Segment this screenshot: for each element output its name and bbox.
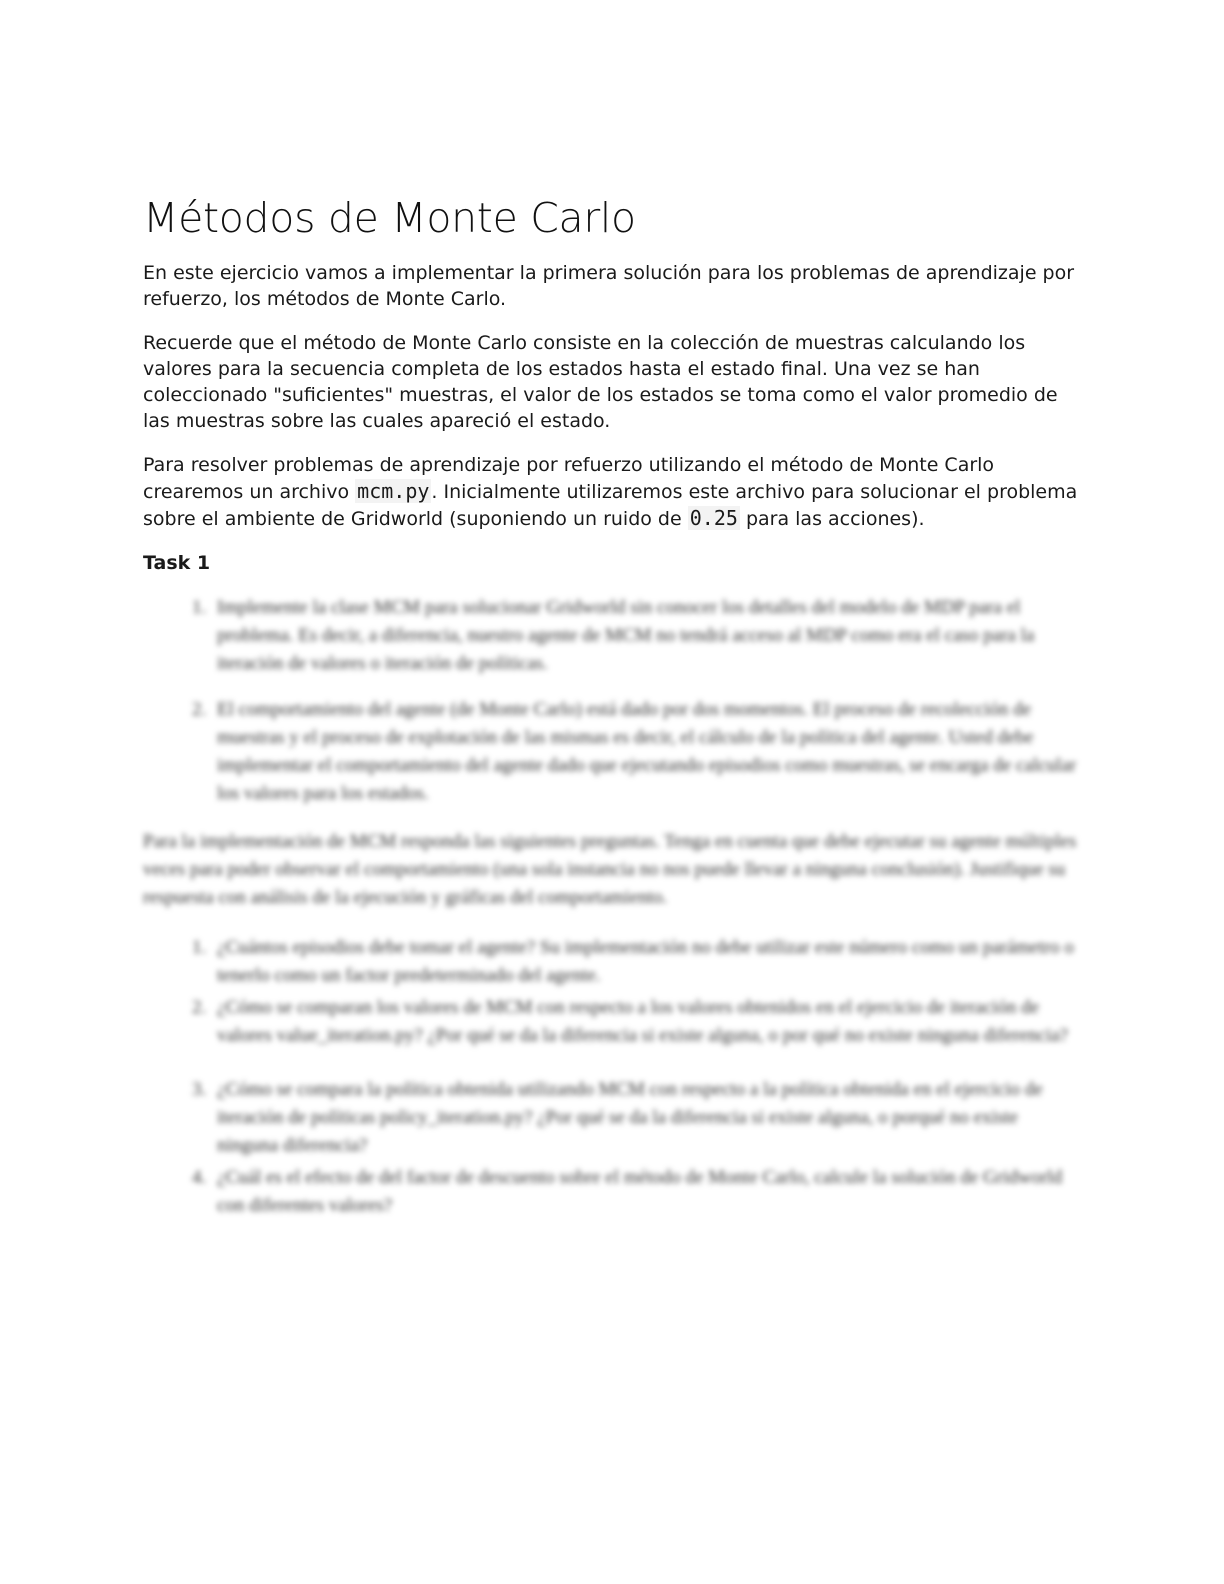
solve-text-end: para las acciones).	[739, 508, 925, 530]
implementation-note: Para la implementación de MCM responda las siguientes preguntas. Tenga en cuenta que debe ejecutar su agente múltiples veces para poder observar el comportamiento (una sola instancia no nos puede llevar a ninguna conclusión). Justifique su respuesta con análisis de la ejecución y gráficas del comportamiento.	[143, 831, 1077, 908]
task-item: 1. Implemente la clase MCM para solucionar Gridworld sin conocer los detalles del modelo de MDP para el problema. Es decir, a diferencia, nuestro agente de MCM no tendrá acceso al MDP como era el caso para la iteración de valores o iteración de políticas.	[211, 594, 1078, 678]
question-item: 1. ¿Cuántos episodios debe tomar el agente? Su implementación no debe utilizar este número como un parámetro o tenerlo como un factor predeterminado del agente.	[211, 934, 1078, 990]
solve-paragraph	[143, 452, 1078, 532]
task-heading: Task 1	[143, 552, 211, 574]
question-list	[143, 934, 1078, 1220]
recall-paragraph: Recuerde que el método de Monte Carlo consiste en la colección de muestras calculando los valores para la secuencia completa de los estados hasta el estado final. Una vez se han coleccionado "suficientes" muestras, el valor de los estados se toma como el valor promedio de las muestras sobre las cuales apareció el estado.	[143, 332, 1058, 432]
page-title: Métodos de Monte Carlo	[143, 194, 636, 242]
solve-text-middle: . Inicialmente utilizaremos este archivo para solucionar el problema sobre el ambiente de Gridworld (suponiendo un ruido de	[143, 481, 1078, 530]
solve-text-before: Para resolver problemas de aprendizaje por refuerzo utilizando el método de Monte Carlo crearemos un archivo	[143, 454, 995, 503]
question-item: 3. ¿Cómo se compara la política obtenida utilizando MCM con respecto a la política obtenida en el ejercicio de iteración de políticas policy_iteration.py? ¿Por qué se da la diferencia si existe alguna, o porqué no existe ninguna diferencia?	[211, 1076, 1078, 1160]
question-item: 4. ¿Cuál es el efecto de del factor de descuento sobre el método de Monte Carlo, calcule la solución de Gridworld con diferentes valores?	[211, 1164, 1078, 1220]
file-name-code: mcm.py	[357, 479, 430, 503]
intro-paragraph: En este ejercicio vamos a implementar la primera solución para los problemas de aprendizaje por refuerzo, los métodos de Monte Carlo.	[143, 262, 1075, 310]
task-item: 2. El comportamiento del agente (de Monte Carlo) está dado por dos momentos. El proceso de recolección de muestras y el proceso de explotación de las mismas es decir, el cálculo de la política del agente. Usted debe implementar el comportamiento del agente dado que ejecutando episodios como muestras, se encarga de calcular los valores para los estados.	[211, 696, 1078, 808]
task-list	[143, 594, 1078, 808]
question-item: 2. ¿Cómo se comparan los valores de MCM con respecto a los valores obtenidos en el ejercicio de iteración de valores value_iteration.py? ¿Por qué se da la diferencia si existe alguna, o por qué no existe ninguna diferencia?	[211, 994, 1078, 1050]
document-page	[143, 190, 1078, 1240]
noise-value-code: 0.25	[689, 506, 738, 530]
